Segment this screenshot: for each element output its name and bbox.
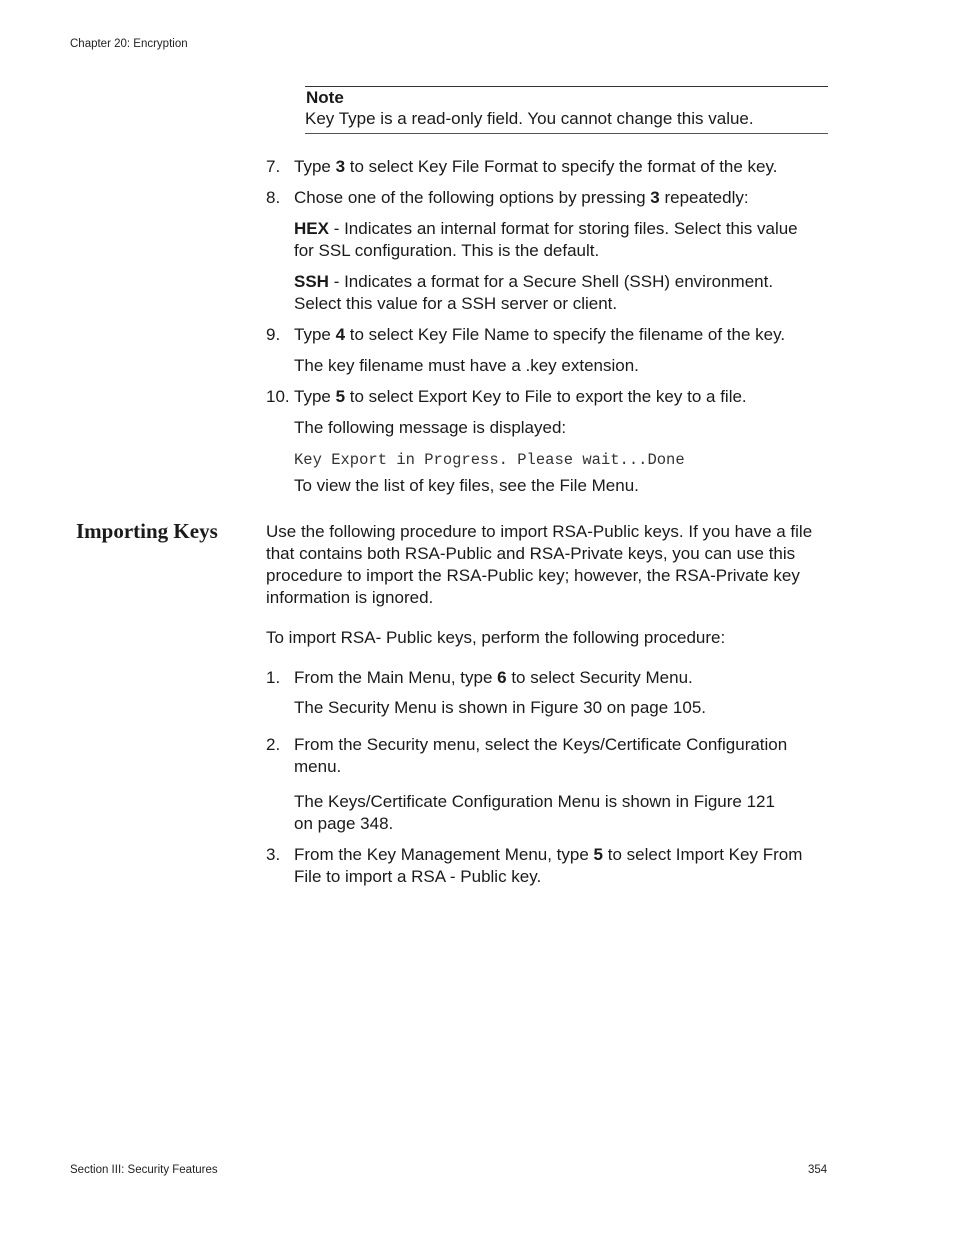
step-2-note: The Keys/Certificate Configuration Menu is shown in Figure 121 on page 348. — [294, 792, 775, 833]
section-heading: Importing Keys — [76, 519, 218, 543]
option-ssh: SSH - Indicates a format for a Secure Shell (SSH) environment. Select this value for a SSH server or client. — [294, 272, 774, 313]
step-3-text: From the Key Management Menu, type 5 to select Import Key From File to import a RSA - Public key. — [294, 845, 803, 886]
console-message: Key Export in Progress. Please wait...Done — [294, 451, 685, 469]
section-intro: Use the following procedure to import RSA-Public keys. If you have a file that contains both RSA-Public and RSA-Private keys, you can use this procedure to import the RSA-Public key; however, the RSA-Private key information is ignored. — [266, 522, 813, 607]
footer-section: Section III: Security Features — [70, 1164, 218, 1176]
note-title: Note — [306, 88, 344, 107]
procedure-lead: To import RSA- Public keys, perform the following procedure: — [266, 628, 726, 647]
message-intro: The following message is displayed: — [294, 418, 567, 437]
option-hex: HEX - Indicates an internal format for storing files. Select this value for SSL configuration. This is the default. — [294, 219, 798, 260]
step-1-note: The Security Menu is shown in Figure 30 on page 105. — [294, 698, 707, 717]
step-2-text: From the Security menu, select the Keys/Certificate Configuration menu. — [294, 735, 788, 776]
step-number: 8. — [266, 188, 281, 207]
key-extension-note: The key filename must have a .key extension. — [294, 356, 639, 375]
page-number: 354 — [808, 1164, 828, 1176]
step-number: 3. — [266, 845, 281, 864]
step-number: 1. — [266, 668, 281, 687]
running-header: Chapter 20: Encryption — [70, 38, 188, 50]
step-number: 2. — [266, 735, 281, 754]
note-top-rule — [305, 86, 828, 87]
step-7-text: Type 3 to select Key File Format to specify the format of the key. — [294, 157, 778, 176]
file-menu-note: To view the list of key files, see the File Menu. — [294, 476, 639, 495]
step-1-text: From the Main Menu, type 6 to select Security Menu. — [294, 668, 693, 687]
step-number: 7. — [266, 157, 281, 176]
note-text: Key Type is a read-only field. You cannot change this value. — [305, 109, 754, 128]
step-8-text: Chose one of the following options by pressing 3 repeatedly: — [294, 188, 749, 207]
note-bottom-rule — [305, 133, 828, 134]
step-9-text: Type 4 to select Key File Name to specify the filename of the key. — [294, 325, 786, 344]
step-number: 9. — [266, 325, 281, 344]
step-10-text: Type 5 to select Export Key to File to export the key to a file. — [294, 387, 747, 406]
step-number: 10. — [266, 387, 290, 406]
